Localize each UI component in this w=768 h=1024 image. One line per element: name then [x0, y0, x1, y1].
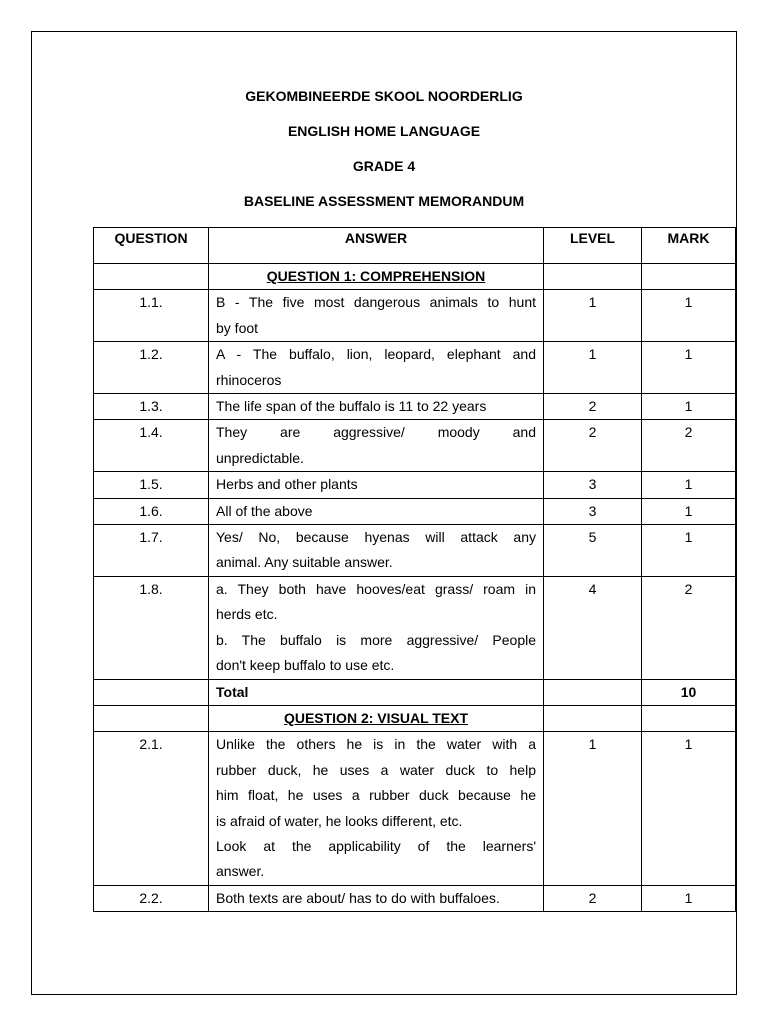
answer-line: animal. Any suitable answer. — [216, 554, 393, 571]
total-value: 10 — [642, 679, 736, 705]
answer-line: A - The buffalo, lion, leopard, elephant and — [216, 346, 536, 363]
question-number: 1.7. — [94, 525, 209, 577]
answer-cell — [209, 342, 544, 394]
level-cell: 3 — [544, 498, 642, 524]
memorandum-table — [93, 227, 736, 912]
answer-line: They are aggressive/ moody and — [216, 424, 536, 441]
section-title: QUESTION 2: VISUAL TEXT — [209, 705, 544, 731]
answer-line: answer. — [216, 863, 265, 880]
question-number: 1.4. — [94, 420, 209, 472]
subject-title: ENGLISH HOME LANGUAGE — [287, 123, 481, 139]
question-number: 1.2. — [94, 342, 209, 394]
mark-cell: 1 — [642, 885, 736, 911]
table-row — [94, 290, 736, 342]
answer-line: Both texts are about/ has to do with buffaloes. — [216, 889, 500, 906]
level-cell: 3 — [544, 472, 642, 498]
answer-cell — [209, 420, 544, 472]
question-number: 2.2. — [94, 885, 209, 911]
answer-line: a. They both have hooves/eat grass/ roam in — [216, 580, 536, 597]
table-row — [94, 576, 736, 679]
answer-line: herds etc. — [216, 606, 278, 623]
answer-cell — [209, 576, 544, 679]
mark-cell: 1 — [642, 525, 736, 577]
answer-line: rubber duck, he uses a water duck to help — [216, 761, 536, 778]
answer-line: The life span of the buffalo is 11 to 22 years — [216, 398, 487, 415]
answer-line: unpredictable. — [216, 449, 304, 466]
header-row — [94, 228, 736, 264]
section-row — [94, 705, 736, 731]
header-answer: ANSWER — [209, 228, 544, 264]
answer-line: is afraid of water, he looks different, etc. — [216, 812, 463, 829]
header-question: QUESTION — [94, 228, 209, 264]
answer-line: Yes/ No, because hyenas will attack any — [216, 529, 536, 546]
answer-cell — [209, 525, 544, 577]
answer-cell — [209, 472, 544, 498]
mark-cell: 1 — [642, 472, 736, 498]
table-row — [94, 394, 736, 420]
level-cell: 5 — [544, 525, 642, 577]
answer-line: him float, he uses a rubber duck because he — [216, 787, 536, 804]
mark-cell: 1 — [642, 394, 736, 420]
level-cell: 1 — [544, 342, 642, 394]
question-number: 1.3. — [94, 394, 209, 420]
level-cell: 1 — [544, 290, 642, 342]
answer-line: Herbs and other plants — [216, 476, 358, 493]
section-title: QUESTION 1: COMPREHENSION — [209, 264, 544, 290]
question-number: 1.1. — [94, 290, 209, 342]
answer-line: Unlike the others he is in the water with a — [216, 736, 536, 753]
header-level: LEVEL — [544, 228, 642, 264]
document-title: BASELINE ASSESSMENT MEMORANDUM — [243, 193, 525, 209]
answer-line: rhinoceros — [216, 371, 282, 388]
table-row — [94, 420, 736, 472]
answer-line: by foot — [216, 319, 259, 336]
header-mark: MARK — [642, 228, 736, 264]
level-cell: 4 — [544, 576, 642, 679]
question-number: 1.8. — [94, 576, 209, 679]
answer-line: All of the above — [216, 502, 313, 519]
table-row — [94, 342, 736, 394]
level-cell: 2 — [544, 394, 642, 420]
table-row — [94, 525, 736, 577]
table-row — [94, 498, 736, 524]
answer-cell — [209, 732, 544, 885]
mark-cell: 1 — [642, 498, 736, 524]
grade-title: GRADE 4 — [352, 158, 416, 174]
mark-cell: 1 — [642, 342, 736, 394]
level-cell: 2 — [544, 420, 642, 472]
section-row — [94, 264, 736, 290]
answer-cell — [209, 885, 544, 911]
mark-cell: 2 — [642, 420, 736, 472]
mark-cell: 2 — [642, 576, 736, 679]
answer-line: B - The five most dangerous animals to hunt — [216, 294, 536, 311]
answer-cell — [209, 290, 544, 342]
total-row — [94, 679, 736, 705]
mark-cell: 1 — [642, 732, 736, 885]
answer-line: don't keep buffalo to use etc. — [216, 657, 395, 674]
question-number: 1.6. — [94, 498, 209, 524]
question-number: 2.1. — [94, 732, 209, 885]
level-cell: 2 — [544, 885, 642, 911]
school-name: GEKOMBINEERDE SKOOL NOORDERLIG — [245, 88, 523, 104]
answer-cell — [209, 394, 544, 420]
table-row — [94, 885, 736, 911]
total-label: Total — [209, 679, 544, 705]
question-number: 1.5. — [94, 472, 209, 498]
answer-line: b. The buffalo is more aggressive/ People — [216, 631, 536, 648]
answer-cell — [209, 498, 544, 524]
table-row — [94, 732, 736, 885]
level-cell: 1 — [544, 732, 642, 885]
table-row — [94, 472, 736, 498]
answer-line: Look at the applicability of the learners' — [216, 837, 536, 854]
mark-cell: 1 — [642, 290, 736, 342]
